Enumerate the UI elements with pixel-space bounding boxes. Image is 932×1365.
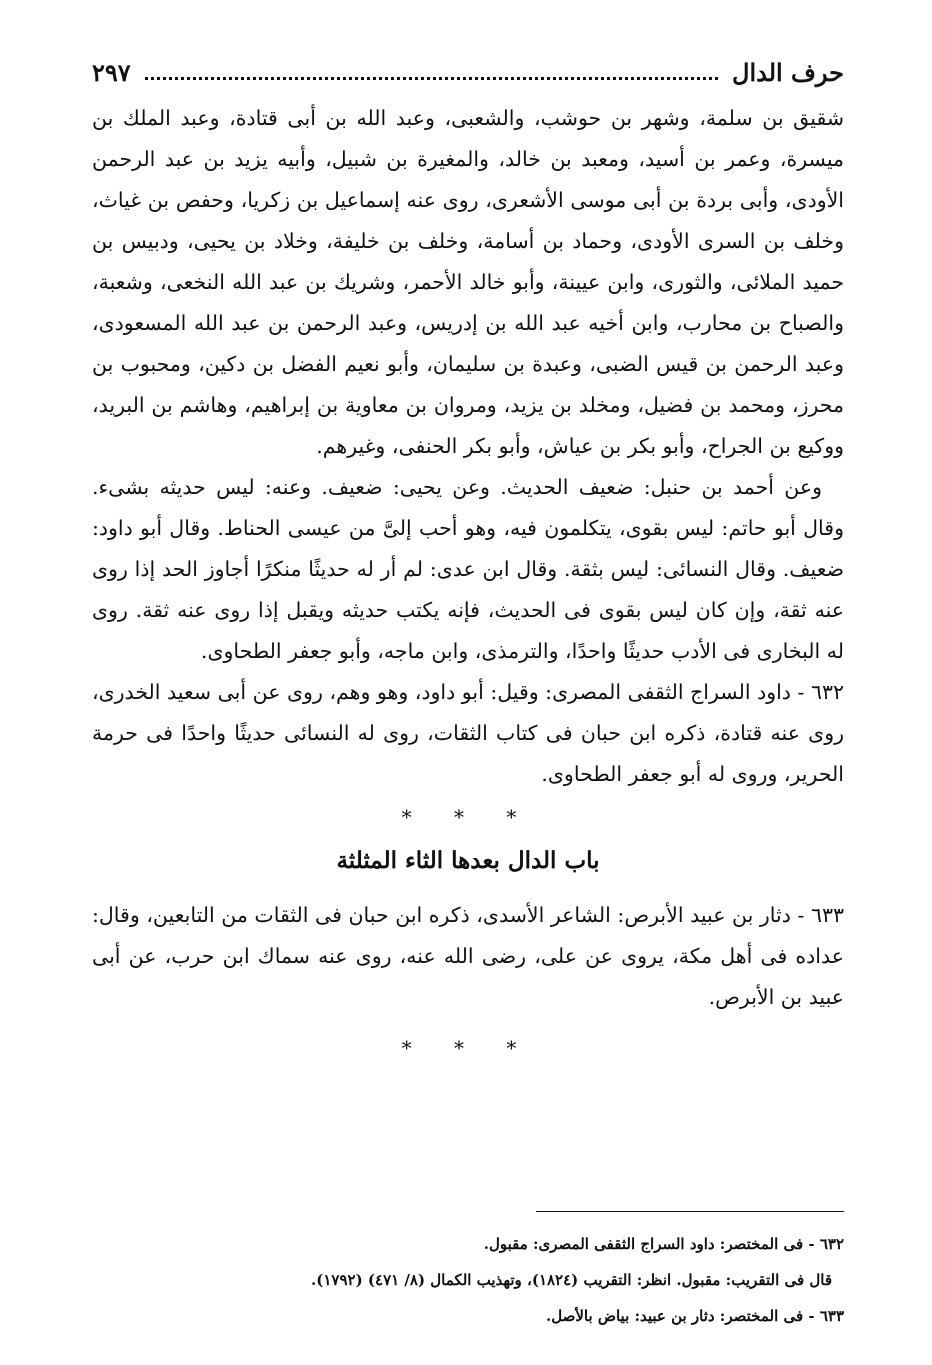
footnote-633: ٦٣٣ - فى المختصر: دثار بن عبيد: بياض بالأصل.: [546, 1307, 844, 1325]
footnote-632: ٦٣٢ - فى المختصر: داود السراج الثقفى المصرى: مقبول.: [483, 1235, 844, 1253]
body-paragraph-criticism: وعن أحمد بن حنبل: ضعيف الحديث. وعن يحيى: ضعيف. وعنه: ليس حديثه بشىء. وقال أبو حاتم: ليس بقوى، يتكلمون فيه، وهو أحب إلىَّ من عيسى الحناط. وقال أبو داود: ضعيف. وقال النسائى: ليس بثقة. وقال ابن عدى: لم أر له حديثًا منكرًا أجاوز الحد إذا روى عنه ثقة، وإن كان ليس بقوى فى الحديث، فإنه يكتب حديثه ويقبل إذا روى عنه ثقة. روى له البخارى فى الأدب حديثًا واحدًا، والترمذى، وابن ماجه، وأبو جعفر الطحاوى.: [92, 475, 844, 663]
section-separator-end: * * *: [401, 1036, 535, 1060]
section-separator: * * *: [401, 805, 535, 829]
chapter-heading: باب الدال بعدها الثاء المثلثة: [336, 847, 600, 874]
footnote-632-continued: قال فى التقريب: مقبول. انظر: التقريب (١٨٢٤)، وتهذيب الكمال (٨/ ٤٧١) (١٧٩٢).: [311, 1271, 832, 1289]
running-head: [92, 52, 844, 92]
footnote-divider: [536, 1211, 844, 1212]
footnotes: [92, 1226, 844, 1334]
entry-632: ٦٣٢ - داود السراج الثقفى المصرى: وقيل: أبو داود، وهو وهم، روى عن أبى سعيد الخدرى، روى عنه قتادة، ذكره ابن حبان فى كتاب الثقات، روى له النسائى حديثًا واحدًا فى حرمة الحرير، وروى له أبو جعفر الطحاوى.: [92, 680, 844, 786]
leader-dots: [145, 77, 718, 80]
chapter-running-title: حرف الدال: [732, 57, 844, 87]
page-body: [92, 52, 844, 1068]
page-number: ٢٩٧: [92, 57, 131, 87]
entry-633: ٦٣٣ - دثار بن عبيد الأبرص: الشاعر الأسدى، ذكره ابن حبان فى الثقات من التابعين، وقال: عداده فى أهل مكة، يروى عن على، رضى الله عنه، روى عنه سماك ابن حرب، عن أبى عبيد بن الأبرص.: [92, 903, 844, 1009]
body-paragraph-narrators: شقيق بن سلمة، وشهر بن حوشب، والشعبى، وعبد الله بن أبى قتادة، وعبد الملك بن ميسرة، وعمر بن أسيد، ومعبد بن خالد، والمغيرة بن شبيل، وأبيه يزيد بن عبد الرحمن الأودى، وأبى بردة بن أبى موسى الأشعرى، روى عنه إسماعيل بن زكريا، وحفص بن غياث، وخلف بن السرى الأودى، وحماد بن أسامة، وخلف بن خليفة، وخلاد بن يحيى، ودبيس بن حميد الملائى، والثورى، وابن عيينة، وأبو خالد الأحمر، وشريك بن عبد الله النخعى، وشعبة، والصباح بن محارب، وابن أخيه عبد الله بن إدريس، وعبد الرحمن بن عبد الله المسعودى، وعبد الرحمن بن قيس الضبى، وعبدة بن سليمان، وأبو نعيم الفضل بن دكين، ومحبوب بن محرز، ومحمد بن فضيل، ومخلد بن يزيد، ومروان بن معاوية بن إبراهيم، وهاشم بن البريد، ووكيع بن الجراح، وأبو بكر بن عياش، وأبو بكر الحنفى، وغيرهم.: [92, 106, 844, 458]
